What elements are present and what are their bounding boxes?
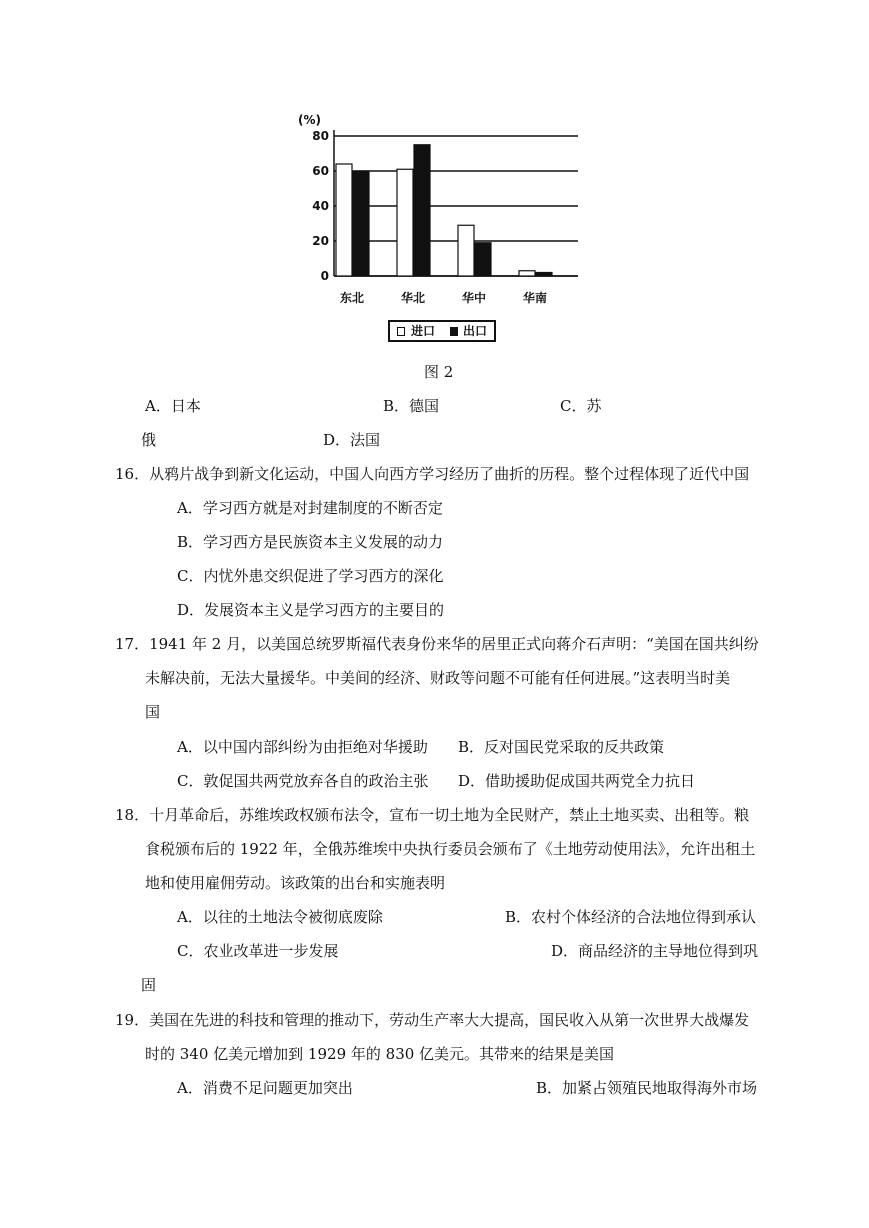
bar-export — [414, 145, 430, 276]
q18-option-a: A．以往的土地法令被彻底废除 — [177, 908, 383, 926]
chart-gridlines — [334, 130, 578, 276]
bar-chart — [290, 108, 548, 348]
x-category-label: 华南 — [522, 291, 548, 305]
q17-stem-line2: 未解决前，无法大量援华。中美间的经济、财政等问题不可能有任何进展。”这表明当时美 — [145, 669, 731, 687]
bar-import — [458, 225, 474, 276]
q16-option-a: A．学习西方就是对封建制度的不断否定 — [177, 499, 443, 517]
q18-option-b: B．农村个体经济的合法地位得到承认 — [505, 908, 757, 926]
bar-import — [397, 169, 413, 276]
y-axis-unit-label: (%) — [298, 113, 321, 127]
q16-stem: 16．从鸦片战争到新文化运动，中国人向西方学习经历了曲折的历程。整个过程体现了近代中国 — [115, 465, 750, 483]
bar-export — [536, 273, 552, 277]
q17-option-c: C．敦促国共两党放弃各自的政治主张 — [177, 772, 429, 790]
x-category-label: 东北 — [339, 291, 365, 305]
bar-import — [336, 164, 352, 276]
legend-label-export: 出口 — [463, 324, 488, 338]
q18-option-d: D．商品经济的主导地位得到巩 — [551, 942, 759, 960]
y-axis-ticks — [312, 129, 329, 283]
y-tick-label: 0 — [320, 269, 329, 283]
legend-swatch-import — [397, 327, 405, 336]
q17-option-b: B．反对国民党采取的反共政策 — [458, 738, 665, 756]
q15-option-c-cont: 俄 — [141, 431, 157, 449]
chart-bars — [336, 145, 552, 276]
legend-swatch-export — [450, 327, 458, 336]
q17-stem-line1: 17．1941 年 2 月，以美国总统罗斯福代表身份来华的居里正式向蒋介石声明：“美国在国共纠纷 — [115, 635, 759, 653]
q18-option-c: C．农业改革进一步发展 — [177, 942, 339, 960]
q19-option-b: B．加紧占领殖民地取得海外市场 — [536, 1079, 758, 1097]
x-axis-categories — [340, 290, 547, 305]
q16-option-c: C．内忧外患交织促进了学习西方的深化 — [177, 567, 444, 585]
y-tick-label: 20 — [312, 234, 329, 248]
y-tick-label: 60 — [312, 164, 329, 178]
q18-stem-line2: 食税颁布后的 1922 年，全俄苏维埃中央执行委员会颁布了《土地劳动使用法》，允许出租土 — [145, 840, 756, 858]
bar-export — [475, 243, 491, 276]
y-tick-label: 40 — [312, 199, 329, 213]
figure-caption: 图 2 — [424, 363, 454, 381]
y-tick-label: 80 — [312, 129, 329, 143]
q19-option-a: A．消费不足问题更加突出 — [177, 1079, 353, 1097]
q18-stem-line1: 18．十月革命后，苏维埃政权颁布法令，宣布一切土地为全民财产，禁止土地买卖、出租等。粮 — [115, 806, 750, 824]
q19-stem-line2: 时的 340 亿美元增加到 1929 年的 830 亿美元。其带来的结果是美国 — [145, 1045, 615, 1063]
q19-stem-line1: 19．美国在先进的科技和管理的推动下，劳动生产率大大提高，国民收入从第一次世界大战爆发 — [115, 1011, 750, 1029]
q18-stem-line3: 地和使用雇佣劳动。该政策的出台和实施表明 — [145, 874, 446, 892]
q15-option-b: B．德国 — [383, 397, 440, 415]
q15-option-c: C．苏 — [560, 397, 602, 415]
bar-export — [353, 171, 369, 276]
q17-stem-line3: 国 — [145, 703, 161, 721]
bar-import — [519, 271, 535, 276]
q18-option-d-cont: 固 — [141, 976, 157, 994]
q17-option-d: D．借助援助促成国共两党全力抗日 — [458, 772, 696, 790]
x-category-label: 华中 — [461, 291, 487, 305]
q16-option-d: D．发展资本主义是学习西方的主要目的 — [177, 601, 445, 619]
x-category-label: 华北 — [400, 291, 426, 305]
q16-option-b: B．学习西方是民族资本主义发展的动力 — [177, 533, 444, 551]
legend-label-import: 进口 — [411, 324, 436, 338]
q15-option-d: D．法国 — [323, 431, 381, 449]
q17-option-a: A．以中国内部纠纷为由拒绝对华援助 — [177, 738, 428, 756]
chart-legend — [388, 320, 496, 342]
q15-option-a: A．日本 — [145, 397, 201, 415]
